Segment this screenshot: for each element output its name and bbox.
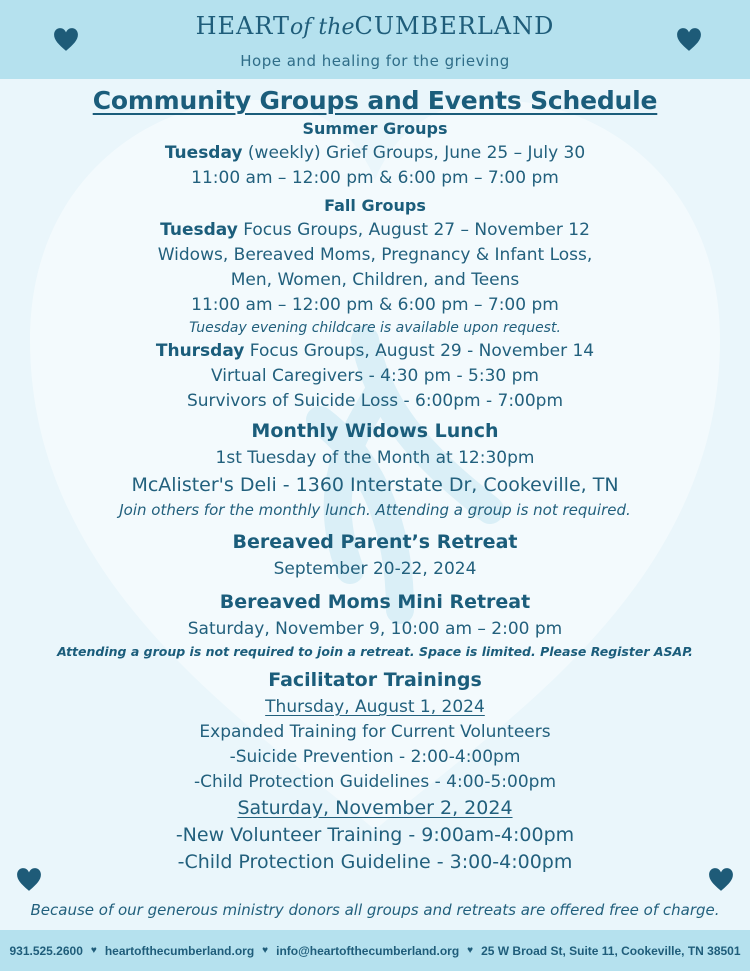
moms-retreat-heading: Bereaved Moms Mini Retreat — [219, 591, 531, 613]
heart-separator-icon: ♥ — [90, 945, 97, 956]
summer-groups-times: 11:00 am – 12:00 pm & 6:00 pm – 7:00 pm — [191, 168, 559, 188]
brand-cumberland: CUMBERLAND — [354, 12, 555, 40]
phone-number[interactable]: 931.525.2600 — [9, 943, 83, 958]
parent-retreat-heading: Bereaved Parent’s Retreat — [232, 531, 518, 553]
training-item-1: -Suicide Prevention - 2:00-4:00pm — [229, 747, 521, 767]
tagline: Hope and healing for the grieving — [240, 52, 510, 70]
fall-groups-heading: Fall Groups — [324, 196, 426, 215]
fall-thursday-group-1: Virtual Caregivers - 4:30 pm - 5:30 pm — [211, 366, 539, 386]
brand-of-the: of the — [290, 15, 355, 40]
summer-groups-heading: Summer Groups — [302, 119, 448, 138]
widows-lunch-when: 1st Tuesday of the Month at 12:30pm — [215, 448, 535, 468]
training-date-2: Saturday, November 2, 2024 — [237, 797, 513, 819]
summer-desc: (weekly) Grief Groups, June 25 – July 30 — [242, 143, 586, 163]
contact-footer — [0, 930, 750, 971]
trainings-heading: Facilitator Trainings — [268, 669, 482, 691]
fall-thursday-line — [0, 339, 750, 364]
address: 25 W Broad St, Suite 11, Cookeville, TN 38501 — [481, 943, 741, 958]
fall-tuesday-groups-1: Widows, Bereaved Moms, Pregnancy & Infant Loss, — [157, 245, 593, 265]
fall-tuesday-day: Tuesday — [160, 220, 238, 240]
fall-thursday-group-2: Survivors of Suicide Loss - 6:00pm - 7:00pm — [186, 391, 564, 411]
summer-day: Tuesday — [164, 143, 243, 163]
website-link[interactable]: heartofthecumberland.org — [104, 943, 255, 958]
parent-retreat-dates: September 20-22, 2024 — [273, 559, 477, 579]
heart-icon — [53, 27, 79, 53]
fall-tuesday-groups-2: Men, Women, Children, and Teens — [230, 270, 520, 290]
header-band — [0, 0, 750, 79]
email-link[interactable]: info@heartofthecumberland.org — [276, 943, 460, 958]
training-date-1: Thursday, August 1, 2024 — [265, 697, 485, 717]
free-of-charge-note: Because of our generous ministry donors all groups and retreats are offered free of charge. — [30, 901, 720, 919]
brand-heart: HEART — [195, 12, 291, 40]
fall-thursday-day: Thursday — [155, 341, 245, 361]
heart-separator-icon: ♥ — [467, 945, 474, 956]
fall-thursday-desc: Focus Groups, August 29 - November 14 — [244, 341, 595, 361]
schedule-content — [0, 85, 750, 876]
page-title: Community Groups and Events Schedule — [92, 86, 658, 115]
training-desc-1: Expanded Training for Current Volunteers — [199, 722, 551, 742]
fall-tuesday-times: 11:00 am – 12:00 pm & 6:00 pm – 7:00 pm — [191, 295, 559, 315]
widows-lunch-where: McAlister's Deli - 1360 Interstate Dr, Cookeville, TN — [131, 474, 619, 496]
widows-lunch-heading: Monthly Widows Lunch — [251, 420, 499, 442]
widows-lunch-note: Join others for the monthly lunch. Attending a group is not required. — [119, 501, 631, 519]
heart-icon — [676, 27, 702, 53]
training-item-4: -Child Protection Guideline - 3:00-4:00pm — [177, 851, 573, 873]
brand-logo — [0, 12, 750, 40]
fall-tuesday-line — [0, 218, 750, 243]
heart-separator-icon: ♥ — [262, 945, 269, 956]
moms-retreat-dates: Saturday, November 9, 10:00 am – 2:00 pm — [187, 619, 563, 639]
training-item-3: -New Volunteer Training - 9:00am-4:00pm — [175, 824, 575, 846]
childcare-note: Tuesday evening childcare is available upon request. — [189, 320, 561, 336]
training-item-2: -Child Protection Guidelines - 4:00-5:00pm — [193, 772, 557, 792]
retreat-note: Attending a group is not required to join a retreat. Space is limited. Please Register ASAP. — [57, 644, 693, 659]
summer-groups-line — [0, 141, 750, 166]
fall-tuesday-desc: Focus Groups, August 27 – November 12 — [237, 220, 590, 240]
